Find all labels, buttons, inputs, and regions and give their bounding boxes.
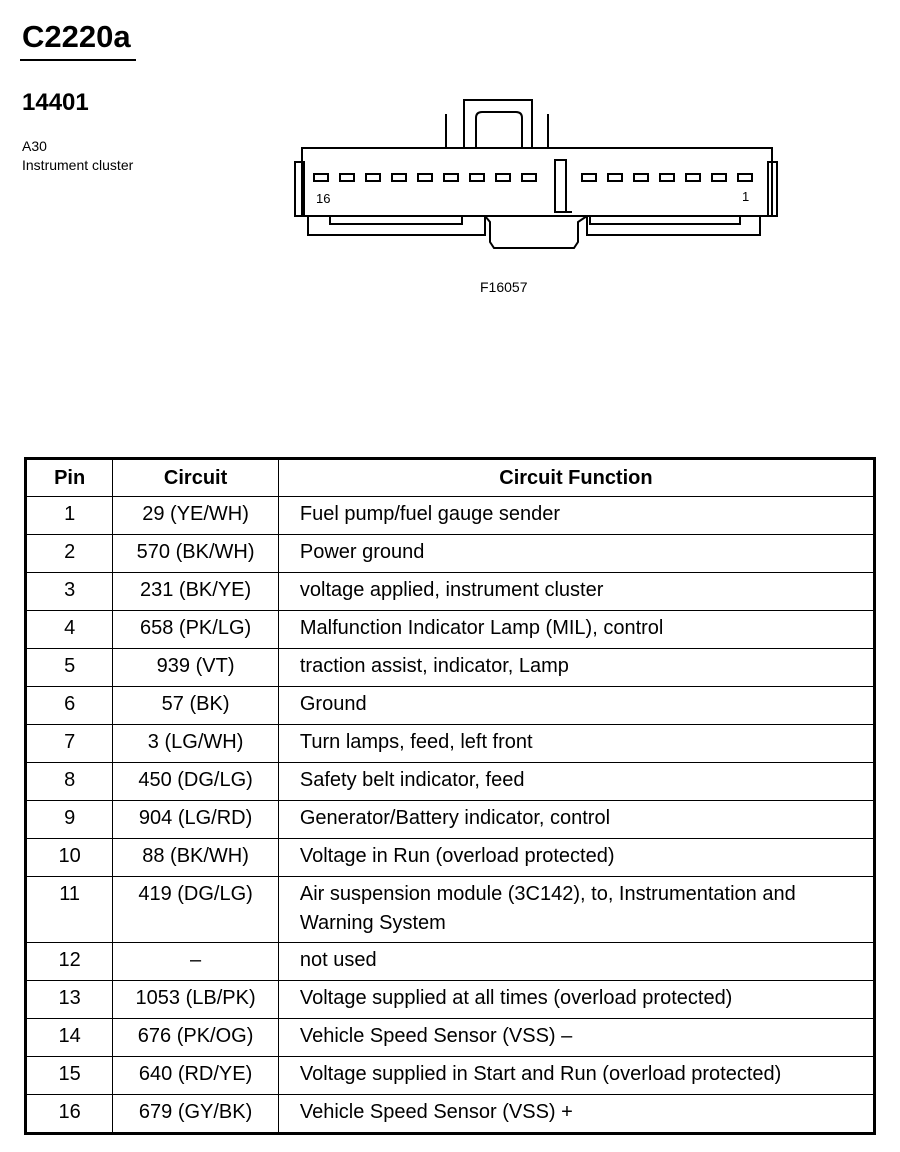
circuit-function: Power ground bbox=[278, 535, 874, 573]
title-underline bbox=[20, 59, 136, 61]
circuit-code: 3 (LG/WH) bbox=[113, 725, 279, 763]
connector-title: C2220a bbox=[22, 19, 131, 54]
circuit-header: Circuit bbox=[113, 459, 279, 497]
pin-header: Pin bbox=[26, 459, 113, 497]
table-row bbox=[26, 725, 875, 763]
circuit-code: 1053 (LB/PK) bbox=[113, 981, 279, 1019]
circuit-code: 88 (BK/WH) bbox=[113, 839, 279, 877]
circuit-code: 676 (PK/OG) bbox=[113, 1019, 279, 1057]
circuit-function: not used bbox=[278, 943, 874, 981]
circuit-code: 679 (GY/BK) bbox=[113, 1095, 279, 1134]
function-header: Circuit Function bbox=[278, 459, 874, 497]
connector-diagram bbox=[290, 92, 780, 254]
location-block bbox=[22, 137, 133, 175]
circuit-function: Generator/Battery indicator, control bbox=[278, 801, 874, 839]
pin-number: 10 bbox=[26, 839, 113, 877]
table-row bbox=[26, 981, 875, 1019]
bottom-latch-left bbox=[308, 216, 485, 235]
pin-number: 7 bbox=[26, 725, 113, 763]
circuit-code: 640 (RD/YE) bbox=[113, 1057, 279, 1095]
part-number: 14401 bbox=[22, 89, 89, 116]
table-row bbox=[26, 535, 875, 573]
table-row bbox=[26, 687, 875, 725]
circuit-function: Voltage supplied in Start and Run (overload protected) bbox=[278, 1057, 874, 1095]
table-header-row bbox=[26, 459, 875, 497]
circuit-code: 658 (PK/LG) bbox=[113, 611, 279, 649]
circuit-code: 904 (LG/RD) bbox=[113, 801, 279, 839]
pin-number: 1 bbox=[26, 497, 113, 535]
table-row bbox=[26, 1057, 875, 1095]
pin-1-label: 1 bbox=[742, 189, 750, 204]
table-row bbox=[26, 649, 875, 687]
circuit-function: Vehicle Speed Sensor (VSS) + bbox=[278, 1095, 874, 1134]
figure-id: F16057 bbox=[480, 279, 528, 295]
table-row bbox=[26, 801, 875, 839]
table-row bbox=[26, 1019, 875, 1057]
table-row bbox=[26, 943, 875, 981]
pin-number: 9 bbox=[26, 801, 113, 839]
pin-number: 16 bbox=[26, 1095, 113, 1134]
circuit-function: Turn lamps, feed, left front bbox=[278, 725, 874, 763]
circuit-function: Safety belt indicator, feed bbox=[278, 763, 874, 801]
bottom-latch-right bbox=[587, 216, 760, 235]
pin-number: 11 bbox=[26, 877, 113, 943]
circuit-code: 57 (BK) bbox=[113, 687, 279, 725]
table-row bbox=[26, 611, 875, 649]
pinout-table bbox=[24, 457, 876, 1135]
circuit-function: Vehicle Speed Sensor (VSS) – bbox=[278, 1019, 874, 1057]
pin-number: 2 bbox=[26, 535, 113, 573]
table-row bbox=[26, 1095, 875, 1134]
circuit-code: 419 (DG/LG) bbox=[113, 877, 279, 943]
table-row bbox=[26, 573, 875, 611]
circuit-code: 231 (BK/YE) bbox=[113, 573, 279, 611]
pin-number: 8 bbox=[26, 763, 113, 801]
pin-number: 12 bbox=[26, 943, 113, 981]
table-row bbox=[26, 839, 875, 877]
table-row bbox=[26, 497, 875, 535]
pin-16-label: 16 bbox=[316, 191, 331, 206]
circuit-function: Voltage in Run (overload protected) bbox=[278, 839, 874, 877]
circuit-code: – bbox=[113, 943, 279, 981]
location-code: A30 bbox=[22, 138, 47, 154]
pin-number: 4 bbox=[26, 611, 113, 649]
circuit-code: 570 (BK/WH) bbox=[113, 535, 279, 573]
table-row bbox=[26, 877, 875, 943]
pin-number: 14 bbox=[26, 1019, 113, 1057]
circuit-function: traction assist, indicator, Lamp bbox=[278, 649, 874, 687]
circuit-code: 29 (YE/WH) bbox=[113, 497, 279, 535]
pin-number: 15 bbox=[26, 1057, 113, 1095]
circuit-function: Malfunction Indicator Lamp (MIL), control bbox=[278, 611, 874, 649]
circuit-code: 450 (DG/LG) bbox=[113, 763, 279, 801]
table-row bbox=[26, 763, 875, 801]
circuit-function: Fuel pump/fuel gauge sender bbox=[278, 497, 874, 535]
pin-number: 6 bbox=[26, 687, 113, 725]
component-name: Instrument cluster bbox=[22, 157, 134, 173]
pin-number: 13 bbox=[26, 981, 113, 1019]
pin-number: 3 bbox=[26, 573, 113, 611]
circuit-function: Ground bbox=[278, 687, 874, 725]
circuit-function: Voltage supplied at all times (overload protected) bbox=[278, 981, 874, 1019]
circuit-function: Air suspension module (3C142), to, Instrumentation and Warning System bbox=[278, 877, 874, 943]
pin-number: 5 bbox=[26, 649, 113, 687]
circuit-function: voltage applied, instrument cluster bbox=[278, 573, 874, 611]
circuit-code: 939 (VT) bbox=[113, 649, 279, 687]
